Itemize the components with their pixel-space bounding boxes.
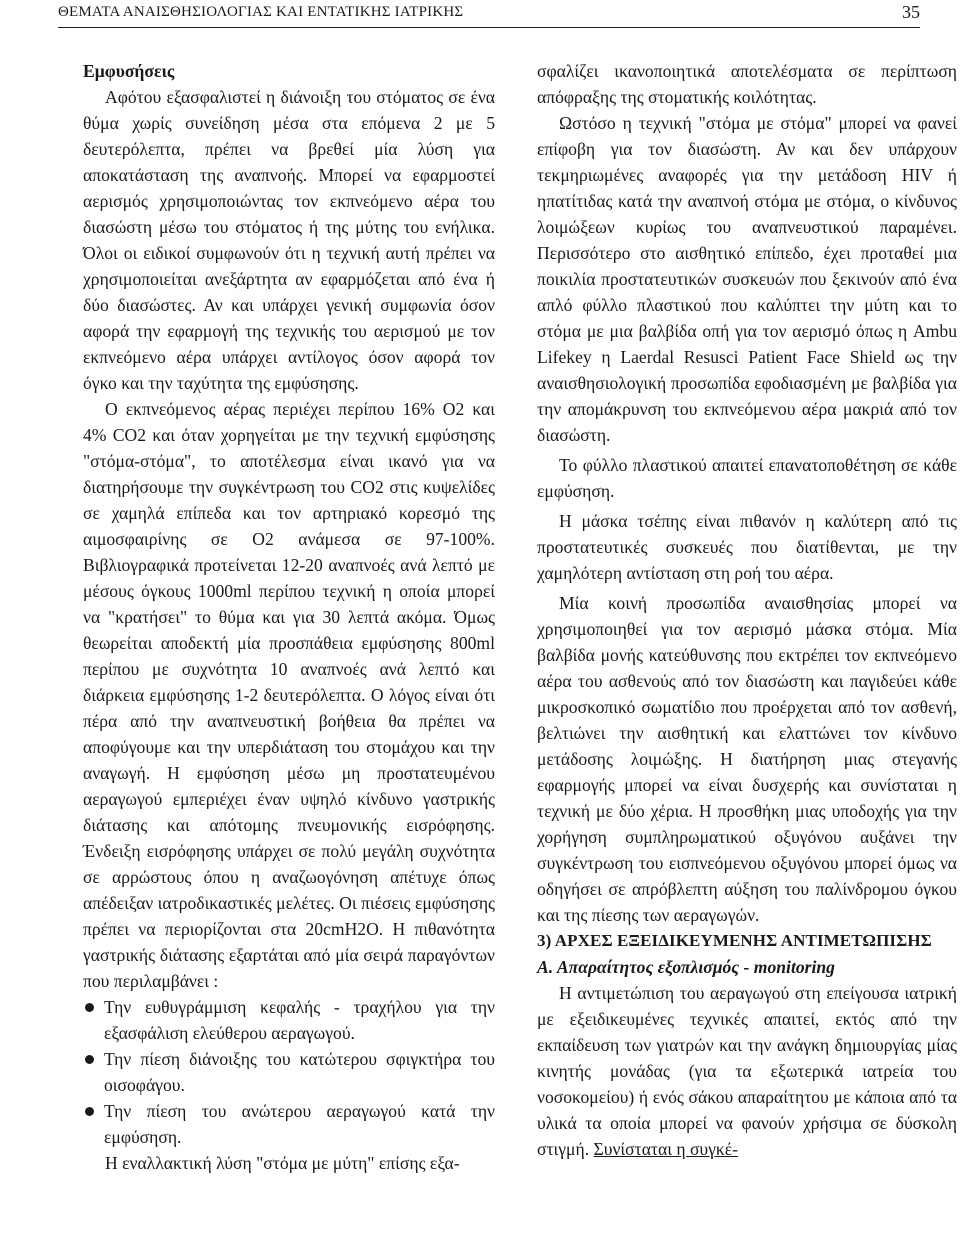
paragraph: Αφότου εξασφαλιστεί η διάνοιξη του στόματος σε ένα θύμα χωρίς συνείδηση μέσα στα επόμενα 2 με 5 δευτερόλεπτα, πρέπει να βρεθεί μία λύση για αποκατάσταση της αναπνοής. Μπορεί να εφαρμοστεί αερισμός χρησιμοποιώντας τον εκπνεόμενο αέρα του διασώστη μέσω του στόματος ή της μύτης του ενήλικα. Όλοι οι ειδικοί συμφωνούν ότι η τεχνική αυτή πρέπει να χρησιμοποιείται ανεξάρτητα αν εφαρμόζεται από ένα ή δύο διασώστες. Αν και υπάρχει γενική συμφωνία όσον αφορά την εφαρμογή της τεχνικής του αερισμού με τον εκπνεόμενο αέρα υπάρχει αντίλογος όσον αφορά τον όγκο και την ταχύτητα της εμφύσησης. [83,87,495,393]
list-item-text: Την ευθυγράμμιση κεφαλής - τραχήλου για την εξασφάλιση ελεύθερου αεραγωγού. [104,997,495,1043]
list-item-text: Την πίεση του ανώτερου αεραγωγού κατά την εμφύσηση. [104,1101,495,1147]
section-heading-insufflations: Εμφυσήσεις [83,61,175,81]
paragraph: Μία κοινή προσωπίδα αναισθησίας μπορεί να χρησιμοποιηθεί για τον αερισμό μάσκα στόμα. Μία βαλβίδα μονής κατεύθυνσης που εκτρέπει τον εκπνεόμενο αέρα του ασθενούς από τον διασώστη και παγιδεύει κάθε μικροσκοπικό σωματίδιο που προέρχεται από τον ασθενή, βελτιώνει την αισθητική και ελαττώνει τον κίνδυνο μετάδοσης λοιμώξης. Η διατήρηση μιας στεγανής εφαρμογής μπορεί να είναι δυσχερής και συνίσταται η τεχνική με δύο χέρια. Η προσθήκη μιας υποδοχής για την χορήγηση συμπληρωματικού οξυγόνου αυξάνει την συγκέντρωση του εισπνεόμενου οξυγόνου μπορεί όμως να οδηγήσει σε απρόβλεπτη αύξηση του παλίνδρομου όγκου και της πίεσης των αεραγωγών. [537,593,957,925]
bullet-list [83,994,495,1150]
list-item [83,994,495,1046]
list-item-text: Την πίεση διάνοιξης του κατώτερου σφιγκτήρα του οισοφάγου. [104,1049,495,1095]
paragraph: Ωστόσο η τεχνική "στόμα με στόμα" μπορεί να φανεί επίφοβη για τον διασώστη. Αν και δεν υπάρχουν τεκμηριωμένες αναφορές για την μετάδοση HIV ή ηπατίτιδας κατά την αναπνοή στόμα με στόμα, ο κίνδυνος λοιμώξεων κυρίως του αναπνευστικού παραμένει. Περισσότερο στο αισθητικό επίπεδο, έχει προταθεί μια ποικιλία προστατευτικών συσκευών που ξεκινούν από ένα απλό φύλλο πλαστικού που καλύπτει την μύτη και το στόμα με μια βαλβίδα οπή για τον αερισμό όπως η Ambu Lifekey η Laerdal Resusci Patient Face Shield ως την αναισθησιολογική προσωπίδα εφοδιασμένη με βαλβίδα για την απομάκρυνση του εκπνεόμενου αέρα μακριά από τον διασώστη. [537,113,957,445]
right-column [537,58,957,1162]
section-heading: 3) ΑΡΧΕΣ ΕΞΕΙΔΙΚΕΥΜΕΝΗΣ ΑΝΤΙΜΕΤΩΠΙΣΗΣ [537,931,932,950]
paragraph [537,980,957,1162]
underlined-text: Συνίσταται η συγκέ- [593,1139,739,1159]
bullet-icon [85,1003,94,1012]
paragraph: Ο εκπνεόμενος αέρας περιέχει περίπου 16% O2 και 4% CO2 και όταν χορηγείται με την τεχνική εμφύσησης "στόμα-στόμα", το αποτέλεσμα είναι ικανό για να διατηρήσουμε την συγκέντρωση του CO2 στις κυψελίδες σε χαμηλά επίπεδα και τον αρτηριακό κορεσμό της αιμοσφαιρίνης σε O2 ανάμεσα σε 97-100%. Βιβλιογραφικά προτείνεται 12-20 αναπνοές ανά λεπτό με μέσους όγκους 1000ml περίπου τεχνική η οποία μπορεί να "κρατήσει" το θύμα και για 30 λεπτά ακόμα. Όμως θεωρείται αποδεκτή μία προσπάθεια εμφύσησης 800ml περίπου με συχνότητα 10 αναπνοές ανά λεπτό και διάρκεια εμφύσησης 1-2 δευτερόλεπτα. Ο λόγος είναι ότι πέρα από την αναπνευστική βοήθεια θα πρέπει να αποφύγουμε και την υπερδιάταση του στομάχου και την αναγωγή. Η εμφύσηση μέσω μη προστατευμένου αεραγωγού εμπεριέχει έναν υψηλό κίνδυνο γαστρικής διάτασης και απότομης πνευμονικής εισρόφησης. Ένδειξη εισρόφησης υπάρχει σε πολύ μεγάλη συχνότητα σε αρρώστους όπου η αναζωογόνηση απέτυχε όπως απέδειξαν ιατροδικαστικές μελέτες. Οι πιέσεις εμφύσησης πρέπει να περιορίζονται στα 20cmH2O. Η πιθανότητα γαστρικής διάτασης εξαρτάται από μία σειρά παραγόντων που περιλαμβάνει : [83,399,495,991]
page-number: 35 [902,2,920,22]
paragraph: σφαλίζει ικανοποιητικά αποτελέσματα σε περίπτωση απόφραξης της στοματικής κοιλότητας. [537,61,957,107]
bullet-icon [85,1055,94,1064]
paragraph: Το φύλλο πλαστικού απαιτεί επανατοποθέτηση σε κάθε εμφύσηση. [537,455,957,501]
list-item [83,1098,495,1150]
list-item [83,1046,495,1098]
header-rule [58,27,920,28]
paragraph-text: Η αντιμετώπιση του αεραγωγού στη επείγουσα ιατρική με εξειδικευμένες τεχνικές απαιτεί, εκτός από την εκπαίδευση των γιατρών και την ανάγκη δημιουργίας μίας κινητής μονάδας (για τα εξωτερικά ιατρεία του νοσοκομείου) ή ενός σάκου απαραίτητου με κάποια από τα υλικά τα οποία μπορεί να φανούν χρήσιμα σε δύσκολη στιγμή. [537,983,957,1159]
section-subheading: Α. Απαραίτητος εξοπλισμός - monitoring [537,957,835,977]
bullet-icon [85,1107,94,1116]
left-column [83,58,495,1176]
paragraph: Η μάσκα τσέπης είναι πιθανόν η καλύτερη από τις προστατευτικές συσκευές που διατίθενται, με την χαμηλότερη αντίσταση στη ροή του αέρα. [537,511,957,583]
journal-title: ΘΕΜΑΤΑ ΑΝΑΙΣΘΗΣΙΟΛΟΓΙΑΣ ΚΑΙ ΕΝΤΑΤΙΚΗΣ ΙΑΤΡΙΚΗΣ [58,4,464,20]
paragraph: Η εναλλακτική λύση "στόμα με μύτη" επίσης εξα- [105,1153,460,1173]
running-header [58,4,920,26]
